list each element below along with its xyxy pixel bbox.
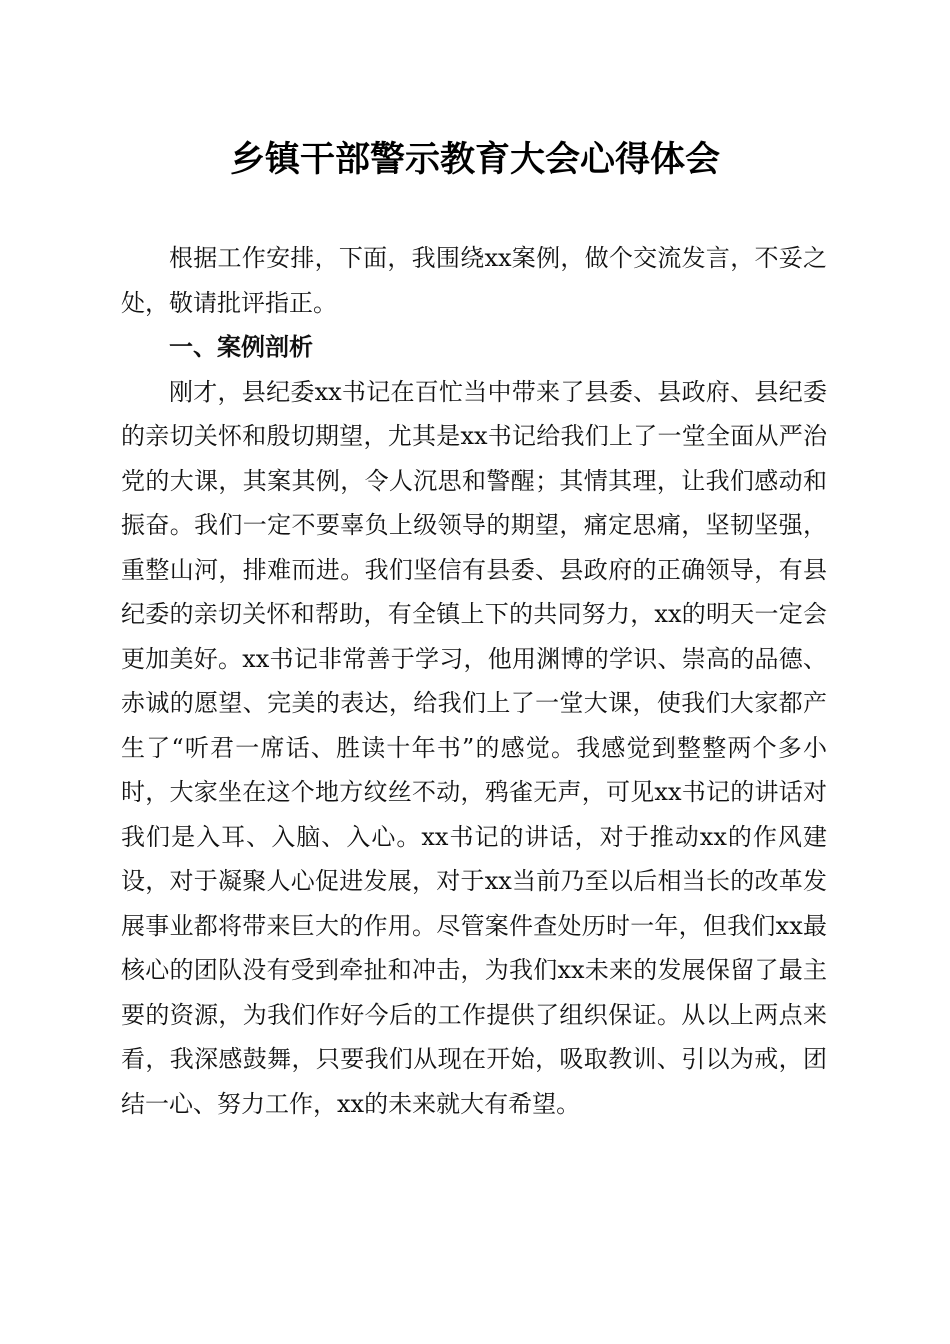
document-body <box>121 236 827 1126</box>
section-paragraph: 刚才，县纪委xx书记在百忙当中带来了县委、县政府、县纪委的亲切关怀和殷切期望，尤其是xx书记给我们上了一堂全面从严治党的大课，其案其例，令人沉思和警醒；其情其理，让我们感动和振奋。我们一定不要辜负上级领导的期望，痛定思痛，坚韧坚强，重整山河，排难而进。我们坚信有县委、县政府的正确领导，有县纪委的亲切关怀和帮助，有全镇上下的共同努力，xx的明天一定会更加美好。xx书记非常善于学习，他用渊博的学识、崇高的品德、赤诚的愿望、完美的表达，给我们上了一堂大课，使我们大家都产生了“听君一席话、胜读十年书”的感觉。我感觉到整整两个多小时，大家坐在这个地方纹丝不动，鸦雀无声，可见xx书记的讲话对我们是入耳、入脑、入心。xx书记的讲话，对于推动xx的作风建设，对于凝聚人心促进发展，对于xx当前乃至以后相当长的改革发展事业都将带来巨大的作用。尽管案件查处历时一年，但我们xx最核心的团队没有受到牵扯和冲击，为我们xx未来的发展保留了最主要的资源，为我们作好今后的工作提供了组织保证。从以上两点来看，我深感鼓舞，只要我们从现在开始，吸取教训、引以为戒，团结一心、努力工作，xx的未来就大有希望。 <box>121 377 827 1118</box>
section-heading: 一、案例剖析 <box>169 333 313 361</box>
intro-paragraph: 根据工作安排，下面，我围绕xx案例，做个交流发言，不妥之处，敬请批评指正。 <box>121 244 827 317</box>
document-title: 乡镇干部警示教育大会心得体会 <box>229 139 720 180</box>
